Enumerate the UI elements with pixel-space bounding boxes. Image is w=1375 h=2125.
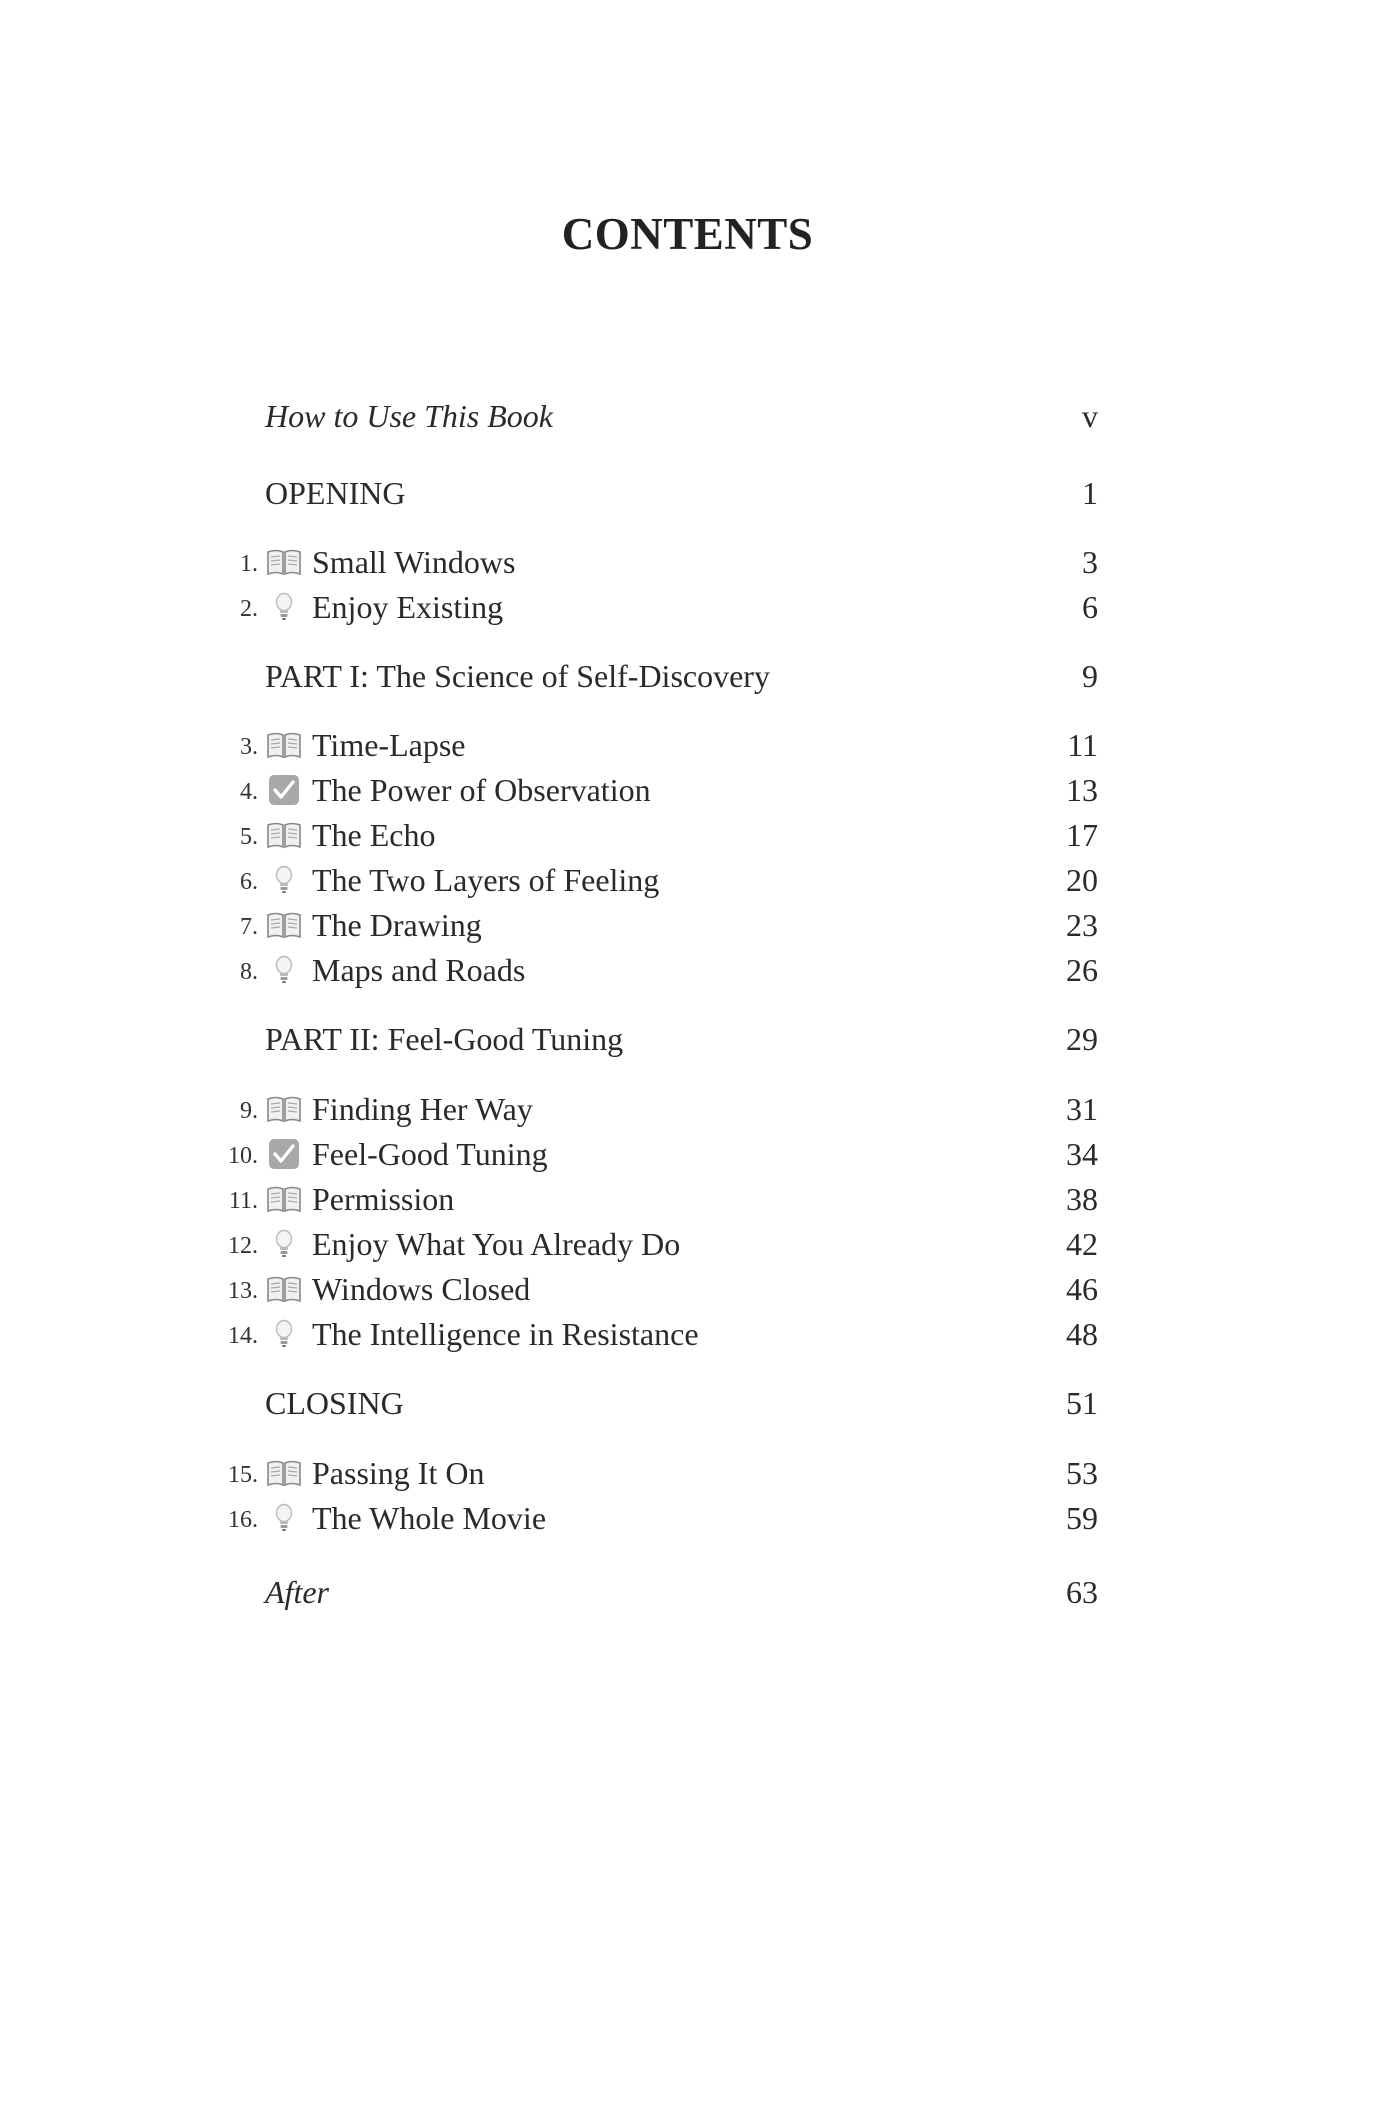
toc-chapter-row bbox=[0, 1496, 1375, 1540]
section-title: OPENING bbox=[265, 475, 406, 511]
chapter-title: The Echo bbox=[312, 817, 436, 853]
lightbulb-icon bbox=[266, 1502, 302, 1534]
toc-chapter-row bbox=[0, 540, 1375, 584]
toc-chapter-row bbox=[0, 1177, 1375, 1221]
toc-section-row bbox=[0, 1017, 1375, 1061]
page-number: 53 bbox=[1066, 1455, 1098, 1491]
page-number: 42 bbox=[1066, 1226, 1098, 1262]
page-number: 6 bbox=[1082, 589, 1098, 625]
chapter-number: 11. bbox=[228, 1188, 258, 1214]
toc-chapter-row bbox=[0, 903, 1375, 947]
book-icon bbox=[266, 909, 302, 941]
toc-chapter-row bbox=[0, 723, 1375, 767]
page-number: 38 bbox=[1066, 1181, 1098, 1217]
page-number: 29 bbox=[1066, 1021, 1098, 1057]
page-number: 3 bbox=[1082, 544, 1098, 580]
page-number: 59 bbox=[1066, 1500, 1098, 1536]
toc-section-row bbox=[0, 1570, 1375, 1614]
chapter-number: 2. bbox=[240, 596, 258, 622]
chapter-number: 9. bbox=[240, 1098, 258, 1124]
chapter-title: Feel-Good Tuning bbox=[312, 1136, 548, 1172]
toc-chapter-row bbox=[0, 948, 1375, 992]
toc-section-row bbox=[0, 1381, 1375, 1425]
lightbulb-icon bbox=[266, 864, 302, 896]
toc-chapter-row bbox=[0, 1087, 1375, 1131]
chapter-title: Permission bbox=[312, 1181, 455, 1217]
chapter-title: Passing It On bbox=[312, 1455, 485, 1491]
page-number: 51 bbox=[1066, 1385, 1098, 1421]
book-icon bbox=[266, 819, 302, 851]
toc-chapter-row bbox=[0, 1132, 1375, 1176]
chapter-number: 4. bbox=[240, 779, 258, 805]
page-number: 48 bbox=[1066, 1316, 1098, 1352]
page-number: 63 bbox=[1066, 1574, 1098, 1610]
chapter-number: 16. bbox=[228, 1507, 258, 1533]
book-icon bbox=[266, 1183, 302, 1215]
page-number: 46 bbox=[1066, 1271, 1098, 1307]
toc-chapter-row bbox=[0, 1451, 1375, 1495]
toc-chapter-row bbox=[0, 1222, 1375, 1266]
checkbox-icon bbox=[266, 774, 302, 806]
page-title: CONTENTS bbox=[561, 209, 814, 259]
chapter-title: Small Windows bbox=[312, 544, 516, 580]
toc-section-row bbox=[0, 654, 1375, 698]
section-title: CLOSING bbox=[265, 1385, 404, 1421]
lightbulb-icon bbox=[266, 954, 302, 986]
book-icon bbox=[266, 546, 302, 578]
chapter-title: Enjoy What You Already Do bbox=[312, 1226, 681, 1262]
chapter-number: 13. bbox=[228, 1278, 258, 1304]
lightbulb-icon bbox=[266, 1228, 302, 1260]
lightbulb-icon bbox=[266, 1318, 302, 1350]
page-number: 20 bbox=[1066, 862, 1098, 898]
chapter-number: 6. bbox=[240, 869, 258, 895]
chapter-title: Finding Her Way bbox=[312, 1091, 533, 1127]
chapter-number: 7. bbox=[240, 914, 258, 940]
chapter-title: The Intelligence in Resistance bbox=[312, 1316, 699, 1352]
chapter-number: 3. bbox=[240, 734, 258, 760]
toc-chapter-row bbox=[0, 858, 1375, 902]
chapter-number: 12. bbox=[228, 1233, 258, 1259]
chapter-title: The Power of Observation bbox=[312, 772, 651, 808]
page-number: 23 bbox=[1066, 907, 1098, 943]
book-icon bbox=[266, 729, 302, 761]
section-title: After bbox=[265, 1574, 329, 1610]
chapter-number: 5. bbox=[240, 824, 258, 850]
page-number: 11 bbox=[1067, 727, 1098, 763]
book-icon bbox=[266, 1273, 302, 1305]
page-number: 17 bbox=[1066, 817, 1098, 853]
section-title: PART II: Feel-Good Tuning bbox=[265, 1021, 624, 1057]
section-title: How to Use This Book bbox=[265, 398, 553, 434]
toc-chapter-row bbox=[0, 768, 1375, 812]
toc-chapter-row bbox=[0, 1267, 1375, 1311]
toc-section-row bbox=[0, 394, 1375, 438]
chapter-title: Time-Lapse bbox=[312, 727, 466, 763]
chapter-number: 1. bbox=[240, 551, 258, 577]
page-number: 1 bbox=[1082, 475, 1098, 511]
book-icon bbox=[266, 1093, 302, 1125]
chapter-number: 10. bbox=[228, 1143, 258, 1169]
page-number: 9 bbox=[1082, 658, 1098, 694]
chapter-number: 14. bbox=[228, 1323, 258, 1349]
page-number: 26 bbox=[1066, 952, 1098, 988]
chapter-title: Windows Closed bbox=[312, 1271, 531, 1307]
chapter-title: The Whole Movie bbox=[312, 1500, 547, 1536]
lightbulb-icon bbox=[266, 591, 302, 623]
toc-chapter-row bbox=[0, 585, 1375, 629]
page-number: 34 bbox=[1066, 1136, 1098, 1172]
chapter-title: Enjoy Existing bbox=[312, 589, 504, 625]
chapter-title: Maps and Roads bbox=[312, 952, 526, 988]
chapter-number: 15. bbox=[228, 1462, 258, 1488]
section-title: PART I: The Science of Self-Discovery bbox=[265, 658, 770, 694]
page-number: v bbox=[1082, 398, 1098, 434]
chapter-title: The Two Layers of Feeling bbox=[312, 862, 660, 898]
chapter-title: The Drawing bbox=[312, 907, 482, 943]
book-icon bbox=[266, 1457, 302, 1489]
page-number: 31 bbox=[1066, 1091, 1098, 1127]
checkbox-icon bbox=[266, 1138, 302, 1170]
page-number: 13 bbox=[1066, 772, 1098, 808]
chapter-number: 8. bbox=[240, 959, 258, 985]
toc-chapter-row bbox=[0, 1312, 1375, 1356]
toc-section-row bbox=[0, 471, 1375, 515]
toc-chapter-row bbox=[0, 813, 1375, 857]
